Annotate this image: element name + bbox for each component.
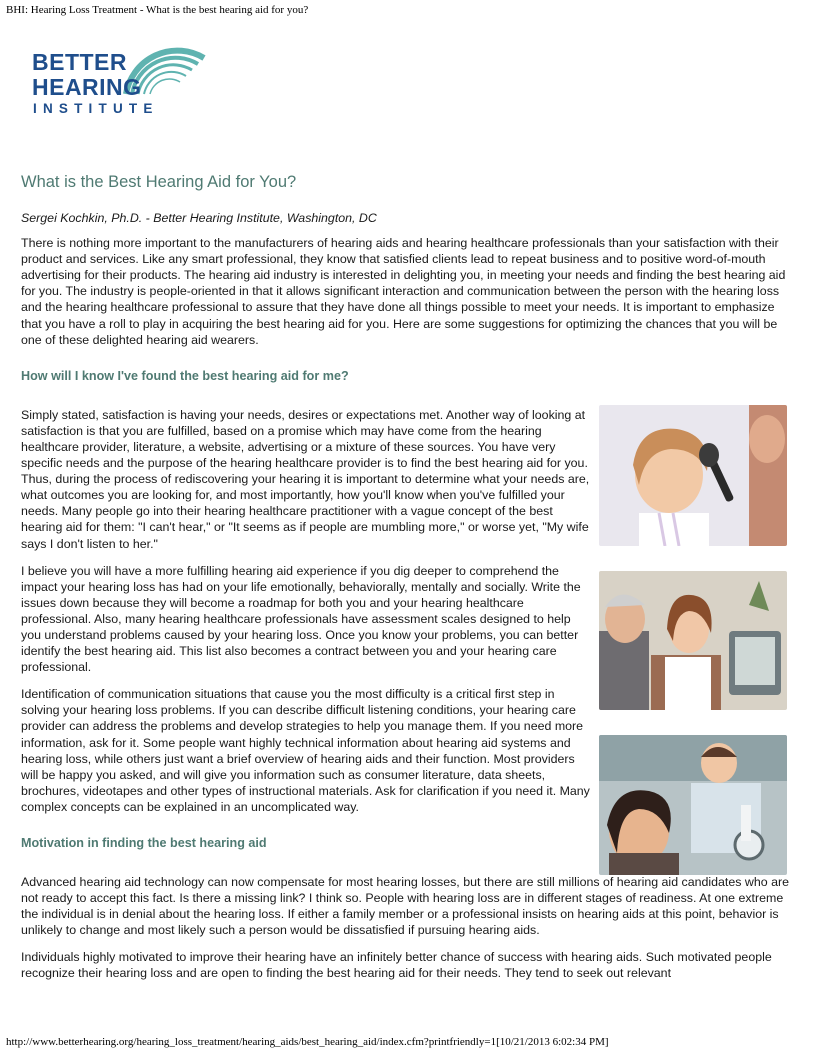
child-ear-exam-photo bbox=[599, 405, 787, 546]
byline: Sergei Kochkin, Ph.D. - Better Hearing Institute, Washington, DC bbox=[21, 211, 377, 225]
paragraph: I believe you will have a more fulfilling hearing aid experience if you dig deeper to comprehend the impact your hearing loss has had on your life emotionally, behaviorally, mentally and socially. Write the issues down because they will become a roadmap for both you and your hearing healthcare professional. Also, many hearing healthcare professionals have assessment scales designed to help you understand problems caused by your hearing loss. Once you know your problems, you can better identify the best hearing aid. This list also becomes a contract between you and your hearing care professional. bbox=[21, 563, 581, 675]
logo-text-better: BETTER bbox=[32, 49, 127, 75]
section-heading-best-hearing-aid: How will I know I've found the best hearing aid for me? bbox=[21, 368, 349, 383]
intro-paragraph: There is nothing more important to the manufacturers of hearing aids and hearing healthcare professionals than your satisfaction with their product and services. Like any smart professional, they know that satisfied clients lead to repeat business and to positive word-of-mouth advertising for their products. The hearing aid industry is interested in delighting you, in meeting your needs and finding the best hearing aid for you. The industry is people-oriented in that it allows significant interaction and communication between the person with the hearing loss and the hearing healthcare professional to assure that they have done all things possible to meet your needs. It is important to emphasize that you have a roll to play in acquiring the best hearing aid for you. Here are some suggestions for optimizing the chances that you will be one of these delighted hearing aid wearers. bbox=[21, 236, 786, 347]
patient-consultation-photo bbox=[599, 571, 787, 710]
paragraph: Individuals highly motivated to improve their hearing have an infinitely better chance of success with hearing aids. Such motivated people recognize their hearing loss and are open to finding the best hearing aid for their needs. They tend to seek out relevant bbox=[21, 950, 772, 981]
logo-text-institute: INSTITUTE bbox=[33, 101, 159, 116]
article bbox=[21, 170, 793, 993]
paragraph: Advanced hearing aid technology can now compensate for most hearing losses, but there are still millions of hearing aid candidates who are not ready to accept this fact. Is there a missing link? I think so. People with hearing loss are in different stages of readiness. At one extreme the individual is in denial about the hearing loss. If either a family member or a professional insists on hearing aids at this point, behavior is unlikely to change and most likely such a person would be dissatisfied if pursuing hearing aids. bbox=[21, 875, 789, 938]
print-footer-url: http://www.betterhearing.org/hearing_loss_treatment/hearing_aids/best_hearing_aid/index.cfm?printfriendly=1[10/21/2013 6:02:34 PM] bbox=[6, 1036, 609, 1048]
page-title: What is the Best Hearing Aid for You? bbox=[21, 173, 297, 191]
paragraph: Simply stated, satisfaction is having your needs, desires or expectations met. Another way of looking at satisfaction is that you are fulfilled, based on a promise which may have come from the hearing healthcare provider, literature, a website, advertising or a mixture of these sources. You have very specific needs and the purpose of the hearing healthcare provider is to find the best hearing aid for you. Thus, during the process of rediscovering your hearing it is important to determine what your needs are, what outcomes you are looking for, and most importantly, how you'll know when you've fulfilled your needs. Many people go into their hearing healthcare practitioner with a vague concept of the best hearing aid for them: "I can't hear," or "It seems as if people are mumbling more," or worse yet, "My wife says I don't listen to her." bbox=[21, 407, 590, 551]
hearing-aid-lab-photo bbox=[599, 735, 787, 875]
section-heading-motivation: Motivation in finding the best hearing aid bbox=[21, 836, 267, 850]
print-header: BHI: Hearing Loss Treatment - What is the best hearing aid for you? bbox=[6, 4, 309, 16]
paragraph: Identification of communication situations that cause you the most difficulty is a critical first step in solving your hearing loss problems. If you can describe difficult listening conditions, your hearing care provider can address the problems and develop strategies to help you manage them. If you need more information, ask for it. Some people want highly technical information about hearing aid systems and hearing loss, while others just want a brief overview of hearing aids and their function. Most providers will be happy you asked, and will give you information such as consumer literature, data sheets, brochures, videotapes and other types of instructional materials. Ask for clarification if you need it. Many complex concepts can be explained in an uncomplicated way. bbox=[21, 687, 590, 814]
logo-text-hearing: HEARING bbox=[32, 74, 142, 100]
better-hearing-institute-logo[interactable] bbox=[30, 36, 210, 122]
